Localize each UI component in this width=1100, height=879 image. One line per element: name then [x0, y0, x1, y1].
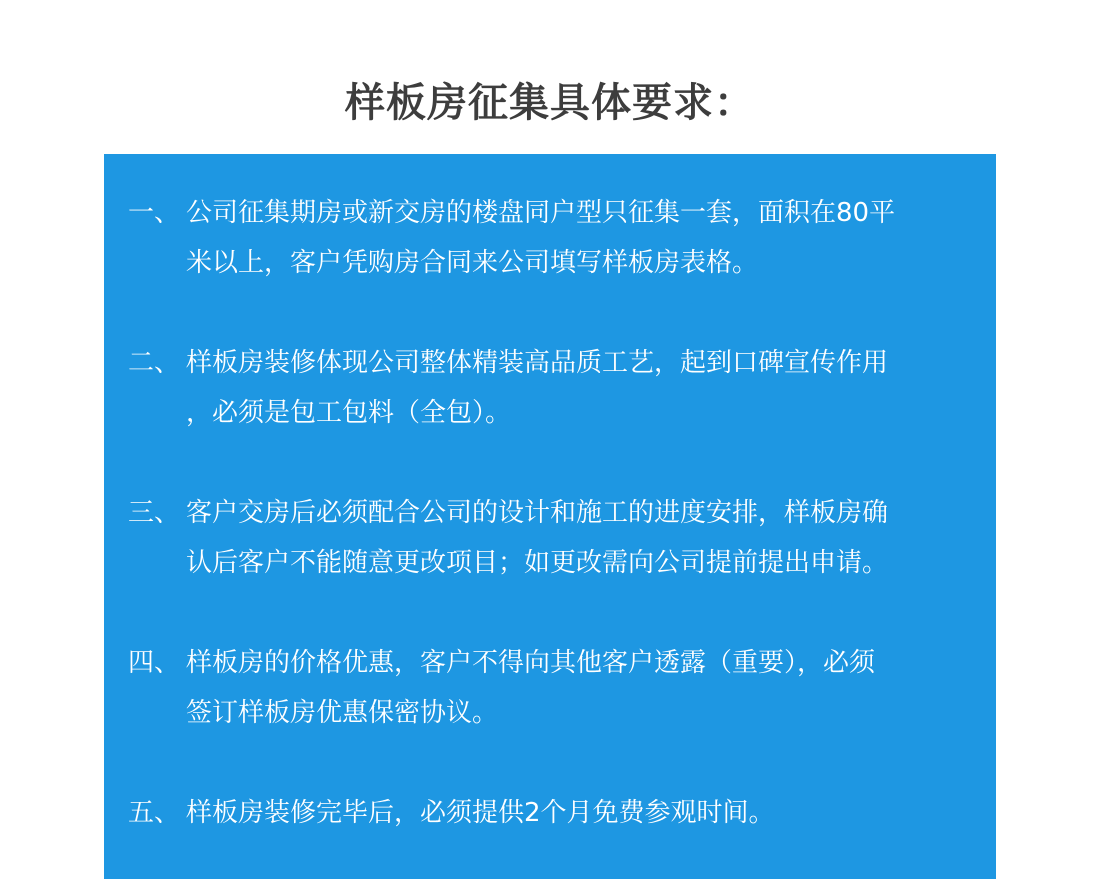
requirement-number: 二、 [128, 348, 181, 378]
requirement-text: 样板房装修完毕后，必须提供2个月免费参观时间。 [186, 798, 775, 828]
requirement-text: 样板房装修体现公司整体精装高品质工艺，起到口碑宣传作用 [186, 348, 889, 378]
requirement-item-1 [128, 188, 980, 288]
page-title: 样板房征集具体要求： [345, 80, 755, 126]
requirement-number: 三、 [128, 498, 181, 528]
requirement-item-4 [128, 638, 980, 738]
requirement-item-2 [128, 338, 980, 438]
requirement-text-continued: 米以上，客户凭购房合同来公司填写样板房表格。 [186, 248, 759, 278]
requirement-text: 客户交房后必须配合公司的设计和施工的进度安排，样板房确 [186, 498, 889, 528]
requirement-text-continued: ，必须是包工包料（全包）。 [186, 398, 512, 428]
requirement-item-5 [128, 788, 980, 838]
requirement-text-continued: 认后客户不能随意更改项目；如更改需向公司提前提出申请。 [186, 548, 889, 578]
requirement-text: 样板房的价格优惠，客户不得向其他客户透露（重要），必须 [186, 648, 876, 678]
requirements-panel [104, 154, 996, 879]
requirement-number: 一、 [128, 198, 181, 228]
requirement-item-3 [128, 488, 980, 588]
requirement-text: 公司征集期房或新交房的楼盘同户型只征集一套，面积在80平 [186, 198, 896, 228]
requirement-text-continued: 签订样板房优惠保密协议。 [186, 698, 499, 728]
requirement-number: 四、 [128, 648, 181, 678]
requirement-number: 五、 [128, 798, 181, 828]
